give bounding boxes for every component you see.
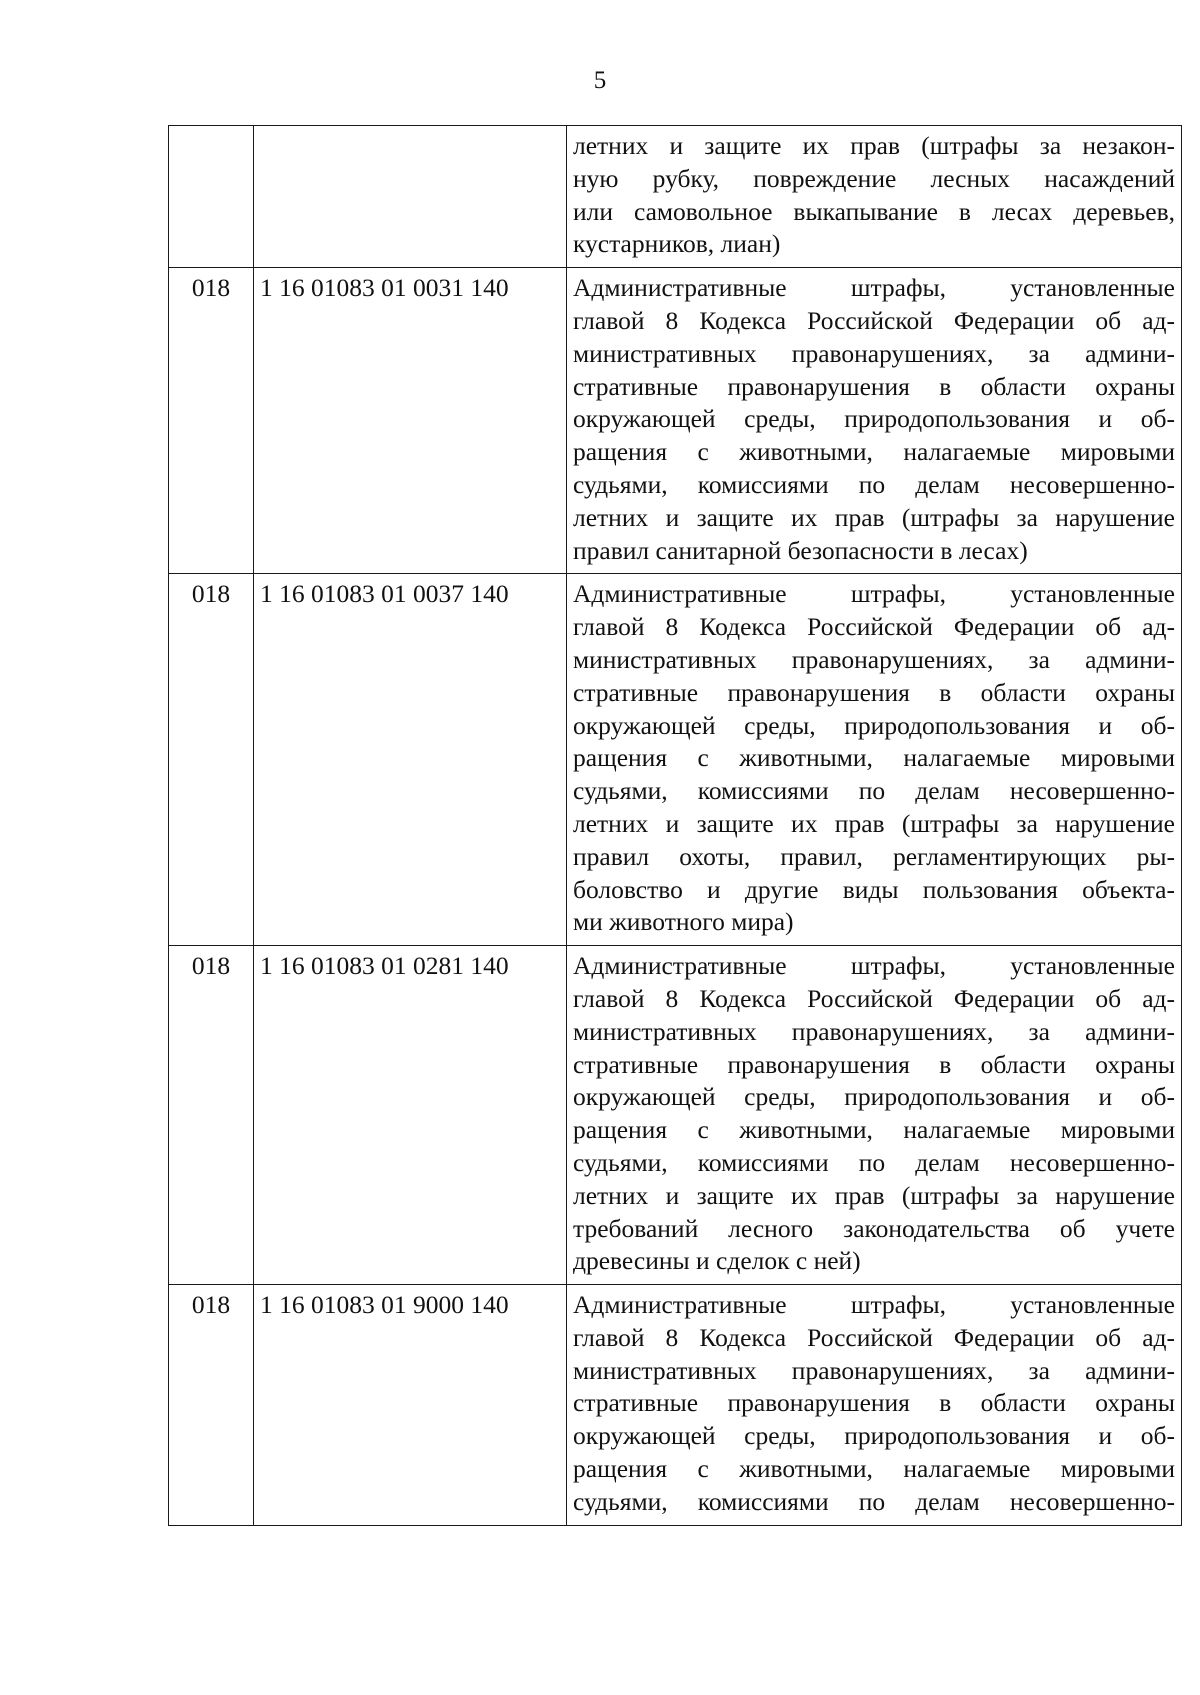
description-line: судьями, комиссиями по делам несовершенно- <box>573 1486 1175 1516</box>
description-cell <box>567 126 1182 268</box>
description-line: правил санитарной безопасности в лесах) <box>573 535 1028 565</box>
description-line: министративных правонарушениях, за админи- <box>573 338 1175 368</box>
description-line: стративные правонарушения в области охраны <box>573 677 1175 707</box>
budget-codes-table <box>168 125 1182 1526</box>
description-line: судьями, комиссиями по делам несовершенно- <box>573 469 1175 499</box>
description-line: Административные штрафы, установленные <box>573 1290 1175 1320</box>
table-row <box>169 1285 1182 1526</box>
description-line: ми животного мира) <box>573 907 794 937</box>
description-line: кустарников, лиан) <box>573 229 781 259</box>
description-line: главой 8 Кодекса Российской Федерации об ад- <box>573 305 1175 335</box>
kbk-code-cell: 1 16 01083 01 0037 140 <box>254 574 567 946</box>
description-line: министративных правонарушениях, за админи- <box>573 644 1175 674</box>
kbk-code-cell <box>254 126 567 268</box>
description-line: летних и защите их прав (штрафы за нарушение <box>573 1180 1175 1210</box>
description-line: боловство и другие виды пользования объекта- <box>573 874 1175 904</box>
page-number: 5 <box>593 67 607 94</box>
description-line: стративные правонарушения в области охраны <box>573 1049 1175 1079</box>
kbk-code-cell: 1 16 01083 01 9000 140 <box>254 1285 567 1526</box>
description-line: ращения с животными, налагаемые мировыми <box>573 1454 1175 1484</box>
description-line: окружающей среды, природопользования и об- <box>573 710 1175 740</box>
table-row <box>169 946 1182 1285</box>
table-row <box>169 574 1182 946</box>
description-line: главой 8 Кодекса Российской Федерации об ад- <box>573 1322 1175 1352</box>
description-line: министративных правонарушениях, за админи- <box>573 1016 1175 1046</box>
description-line: ную рубку, повреждение лесных насаждений <box>573 163 1175 193</box>
description-line: судьями, комиссиями по делам несовершенно- <box>573 776 1175 806</box>
kbk-code-cell: 1 16 01083 01 0281 140 <box>254 946 567 1285</box>
admin-code-cell: 018 <box>169 268 254 574</box>
description-line: главой 8 Кодекса Российской Федерации об ад- <box>573 983 1175 1013</box>
description-line: летних и защите их прав (штрафы за нарушение <box>573 808 1175 838</box>
description-line: судьями, комиссиями по делам несовершенно- <box>573 1147 1175 1177</box>
description-line: окружающей среды, природопользования и об- <box>573 404 1175 434</box>
description-line: главой 8 Кодекса Российской Федерации об ад- <box>573 612 1175 642</box>
admin-code-cell: 018 <box>169 946 254 1285</box>
description-line: летних и защите их прав (штрафы за незакон- <box>573 131 1175 160</box>
table-row <box>169 268 1182 574</box>
description-line: Административные штрафы, установленные <box>573 579 1175 609</box>
description-line: требований лесного законодательства об учете <box>573 1213 1175 1243</box>
admin-code-cell: 018 <box>169 574 254 946</box>
description-line: или самовольное выкапывание в лесах деревьев, <box>573 196 1175 226</box>
description-line: стративные правонарушения в области охраны <box>573 371 1175 401</box>
description-line: ращения с животными, налагаемые мировыми <box>573 1115 1175 1145</box>
description-line: окружающей среды, природопользования и об- <box>573 1421 1175 1451</box>
admin-code-cell: 018 <box>169 1285 254 1526</box>
description-line: ращения с животными, налагаемые мировыми <box>573 437 1175 467</box>
description-cell <box>567 946 1182 1285</box>
description-line: стративные правонарушения в области охраны <box>573 1388 1175 1418</box>
description-cell <box>567 1285 1182 1526</box>
description-line: окружающей среды, природопользования и об- <box>573 1082 1175 1112</box>
description-line: ращения с животными, налагаемые мировыми <box>573 743 1175 773</box>
description-line: Административные штрафы, установленные <box>573 273 1175 303</box>
description-line: летних и защите их прав (штрафы за нарушение <box>573 502 1175 532</box>
kbk-code-cell: 1 16 01083 01 0031 140 <box>254 268 567 574</box>
description-line: древесины и сделок с ней) <box>573 1246 861 1276</box>
description-cell <box>567 268 1182 574</box>
description-line: министративных правонарушениях, за админи- <box>573 1355 1175 1385</box>
description-line: Административные штрафы, установленные <box>573 951 1175 981</box>
table-row <box>169 126 1182 268</box>
description-cell <box>567 574 1182 946</box>
description-line: правил охоты, правил, регламентирующих ры- <box>573 841 1175 871</box>
admin-code-cell <box>169 126 254 268</box>
